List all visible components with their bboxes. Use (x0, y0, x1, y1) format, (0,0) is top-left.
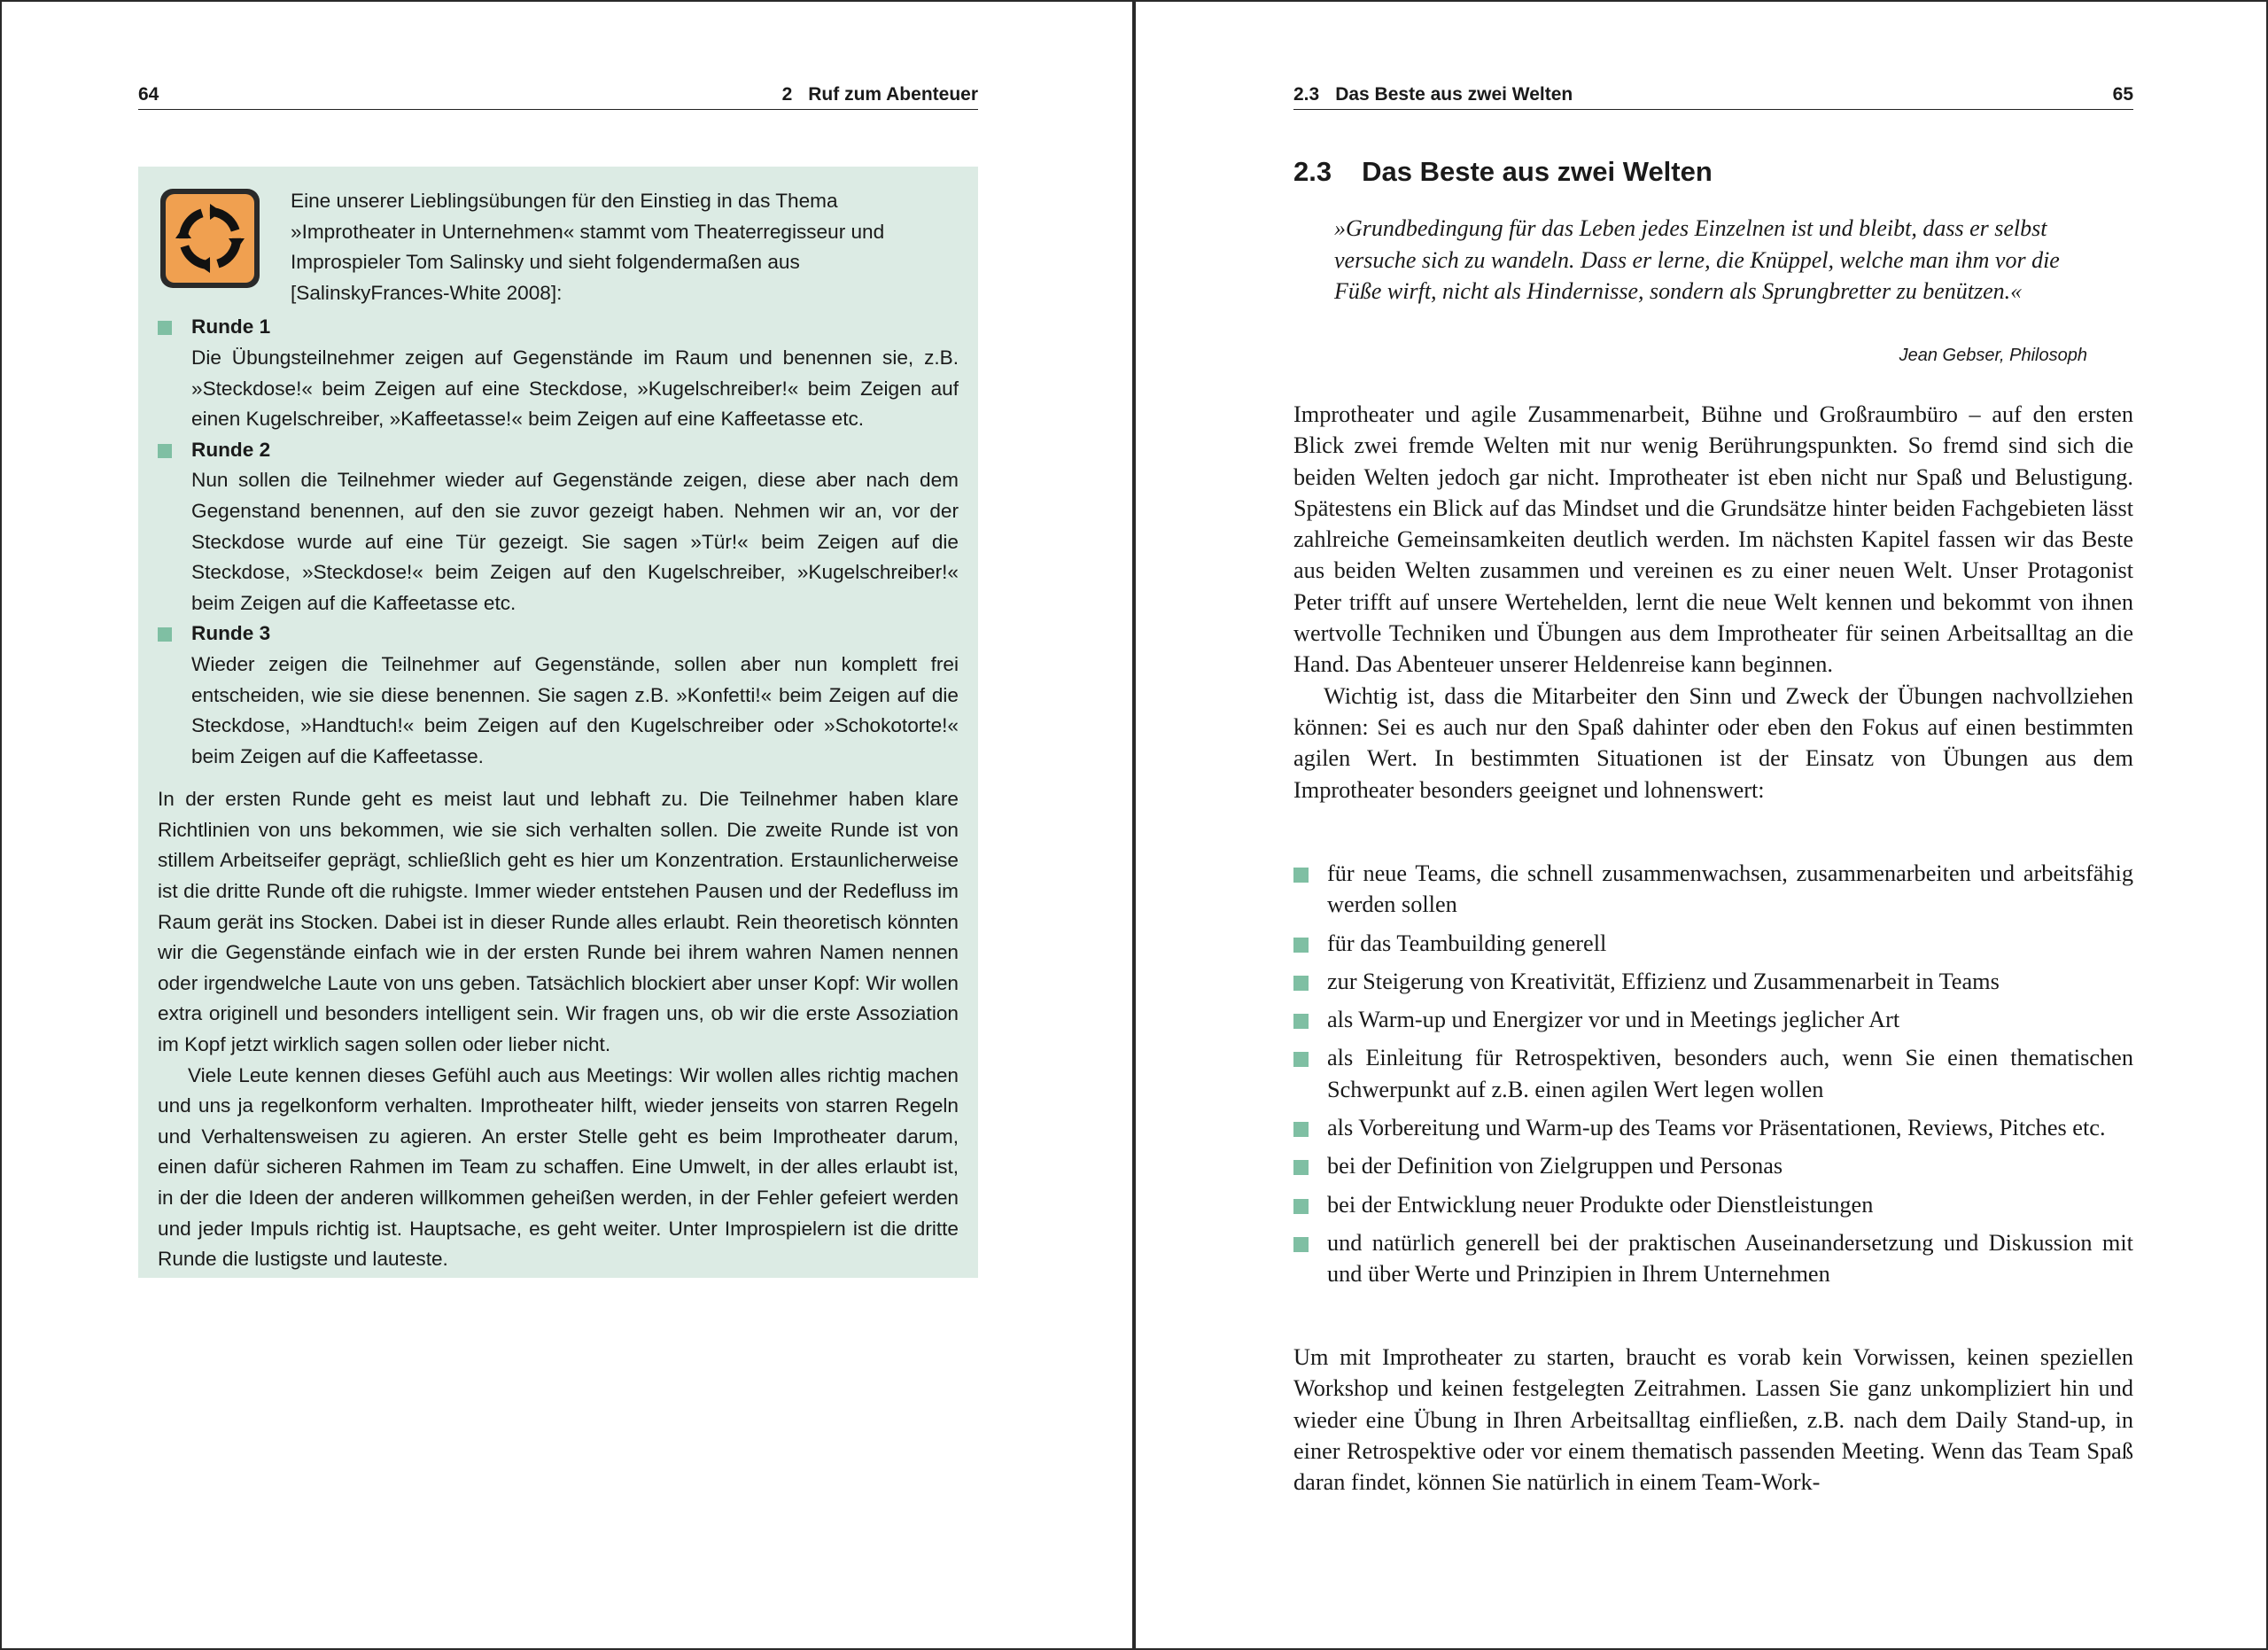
list-item-text: für das Teambuilding generell (1327, 930, 1607, 956)
bullet-square (158, 321, 172, 335)
chapter-heading (782, 84, 978, 105)
bullet-square (1293, 938, 1309, 953)
list-item (158, 435, 959, 619)
list-item (158, 312, 959, 434)
list-item-text: und natürlich generell bei der praktischen Auseinandersetzung und Diskussion mit und über Werte und Prinzipien in Ihrem Unternehmen (1327, 1229, 2133, 1288)
bullet-square (1293, 1052, 1309, 1067)
body-paragraph: Improtheater und agile Zusammenarbeit, Bühne und Großraumbüro – auf den ersten Blick zwei fremde Welten mit nur wenig Berührungspunkten. So fremd sind sich die beiden Welten jedoch gar nicht. Improtheater ist eben nicht nur Spaß und Belustigung. Spätestens ein Blick auf das Mindset und die Grundsätze hinter beiden Fachgebieten lässt zahlreiche Gemeinsamkeiten deutlich werden. Im nächsten Kapitel fassen wir das Beste aus beiden Welten zusammen und vereinen es zu einer neuen Welt. Unser Protagonist Peter trifft auf unsere Wertehelden, lernt die neue Welt kennen und bekommt von ihnen wertvolle Techniken und Übungen aus dem Improtheater für seinen Arbeitsalltag an die Hand. Das Abenteuer unserer Heldenreise kann beginnen. (1293, 401, 2133, 678)
running-header-right (1293, 80, 2133, 110)
exercise-intro: Eine unserer Lieblingsübungen für den Einstieg in das Thema »Improtheater in Unternehmen« stammt vom Theaterregisseur und Improspieler Tom Salinsky und sieht folgendermaßen aus [SalinskyFrances-White 2008]: (291, 190, 885, 304)
page-number-left: 64 (138, 84, 159, 105)
rounds-list (158, 312, 959, 772)
round-title: Runde 1 (191, 315, 271, 339)
list-item (1293, 928, 2133, 959)
situations-list (1293, 858, 2133, 1297)
chapter-title: Ruf zum Abenteuer (808, 84, 978, 105)
bullet-square (1293, 1014, 1309, 1029)
list-item-text: als Einleitung für Retrospektiven, besonders auch, wenn Sie einen thematischen Schwerpunkt auf z.B. einen agilen Wert legen wollen (1327, 1045, 2133, 1102)
bullet-square (158, 444, 172, 458)
exercise-paragraph: In der ersten Runde geht es meist laut und lebhaft zu. Die Teilnehmer haben klare Richtlinien von uns bekommen, wie sie sich verhalten sollen. Die zweite Runde ist von stillem Arbeitseifer geprägt, schließlich geht es hier um Konzentration. Erstaunlicherweise ist die dritte Runde oft die ruhigste. Immer wieder entstehen Pausen und der Redefluss im Raum gerät ins Stocken. Dabei ist in dieser Runde alles erlaubt. Rein theoretisch könnten wir die Gegenstände einfach wie in der ersten Runde bei ihrem wahren Namen nennen oder irgendwelche Laute von uns geben. Tatsächlich blockiert aber unser Kopf: Wir wollen extra originell und besonders intelligent sein. Wir fragen uns, ob wir die erste Assoziation im Kopf jetzt wirklich sagen sollen oder lieber nicht. (158, 788, 959, 1056)
round-text: Die Übungsteilnehmer zeigen auf Gegenstände im Raum und benennen sie, z.B. »Steckdose!« beim Zeigen auf eine Steckdose, »Kugelschreiber!« beim Zeigen auf einen Kugelschreiber, »Kaffeetasse!« beim Zeigen auf eine Kaffeetasse etc. (191, 346, 959, 431)
section-running-heading (1293, 84, 1573, 105)
round-title: Runde 2 (191, 438, 271, 461)
exercise-box (138, 167, 978, 1278)
list-item-text: für neue Teams, die schnell zusammenwachsen, zusammenarbeiten und arbeitsfähig werden sollen (1327, 860, 2133, 918)
circular-arrows-exercise-icon (158, 186, 262, 291)
list-item (1293, 1004, 2133, 1035)
motto-source: Jean Gebser, Philosoph (1899, 346, 2087, 365)
running-header-left (138, 80, 978, 110)
list-item (158, 619, 959, 772)
body-text (1293, 399, 2133, 806)
section-number: 2.3 (1293, 156, 1332, 187)
list-item-text: bei der Entwicklung neuer Produkte oder Dienstleistungen (1327, 1191, 1874, 1218)
round-text: Nun sollen die Teilnehmer wieder auf Gegenstände zeigen, diese aber nach dem Gegenstand benennen, auf den sie zuvor gezeigt haben. Nehmen wir an, vor der Steckdose wurde auf eine Tür gezeigt. Sie sagen »Tür!« beim Zeigen auf die Steckdose, »Steckdose!« beim Zeigen auf den Kugelschreiber, »Kugelschreiber!« beim Zeigen auf die Kaffeetasse etc. (191, 469, 959, 614)
bullet-square (1293, 1199, 1309, 1214)
list-item (1293, 1112, 2133, 1143)
section-number-header: 2.3 (1293, 84, 1320, 105)
body-paragraph: Um mit Improtheater zu starten, braucht es vorab kein Vorwissen, keinen speziellen Workshop und keinen festgelegten Zeitrahmen. Lassen Sie ganz unkompliziert hin und wieder eine Übung in Ihren Arbeitsalltag einfließen, z.B. nach dem Daily Stand-up, in einer Retrospektive oder vor einem thematisch passenden Meeting. Wenn das Team Spaß daran findet, können Sie natürlich in einem Team-Work- (1293, 1344, 2133, 1496)
list-item-text: bei der Definition von Zielgruppen und Personas (1327, 1153, 1783, 1179)
list-item (1293, 966, 2133, 997)
list-item (1293, 1189, 2133, 1220)
bullet-square (1293, 1122, 1309, 1137)
exercise-paragraph: Viele Leute kennen dieses Gefühl auch aus Meetings: Wir wollen alles richtig machen und uns ja regelkonform verhalten. Improtheater hilft, wieder jenseits von starren Regeln und Verhaltensweisen zu agieren. An erster Stelle geht es beim Improtheater darum, einen dafür sicheren Rahmen im Team zu schaffen. Eine Umwelt, in der alles erlaubt ist, in der die Ideen der anderen willkommen geheißen werden, in der Fehler gefeiert werden und jeder Impuls richtig ist. Hauptsache, es geht weiter. Unter Improspielern ist die dritte Runde die lustigste und lauteste. (158, 1063, 959, 1271)
body-text-closing (1293, 1342, 2133, 1498)
list-item (1293, 1042, 2133, 1105)
list-item-text: zur Steigerung von Kreativität, Effizienz und Zusammenarbeit in Teams (1327, 968, 2000, 994)
page-number-right: 65 (2112, 84, 2133, 105)
bullet-square (1293, 868, 1309, 883)
list-item-text: als Vorbereitung und Warm-up des Teams vor Präsentationen, Reviews, Pitches etc. (1327, 1115, 2106, 1141)
list-item (1293, 1227, 2133, 1290)
motto-quote: »Grundbedingung für das Leben jedes Einzelnen ist und bleibt, dass er selbst versuche sich zu wandeln. Dass er lerne, die Knüppel, welche man ihm vor die Füße wirft, nicht als Hindernisse, sondern als Sprungbretter zu benützen.« (1334, 215, 2060, 304)
list-item (1293, 1150, 2133, 1181)
section-title-header: Das Beste aus zwei Welten (1335, 84, 1573, 105)
bullet-square (158, 627, 172, 642)
section-heading (1293, 156, 1713, 188)
bullet-square (1293, 976, 1309, 991)
body-paragraph: Wichtig ist, dass die Mitarbeiter den Sinn und Zweck der Übungen nachvollziehen können: Sei es auch nur den Spaß dahinter oder eben den Fokus auf einen bestimmten agilen Wert. In bestimmten Situationen ist der Einsatz von Übungen aus dem Improtheater besonders geeignet und lohnenswert: (1293, 682, 2133, 803)
chapter-number: 2 (781, 84, 793, 105)
bullet-square (1293, 1237, 1309, 1252)
list-item-text: als Warm-up und Energizer vor und in Meetings jeglicher Art (1327, 1007, 1900, 1033)
list-item (1293, 858, 2133, 921)
round-title: Runde 3 (191, 622, 271, 645)
bullet-square (1293, 1160, 1309, 1175)
round-text: Wieder zeigen die Teilnehmer auf Gegenstände, sollen aber nun komplett frei entscheiden, wie sie diese benennen. Sie sagen z.B. »Konfetti!« beim Zeigen auf die Steckdose, »Handtuch!« beim Zeigen auf den Kugelschreiber oder »Schokotorte!« beim Zeigen auf die Kaffeetasse. (191, 652, 959, 767)
section-title: Das Beste aus zwei Welten (1362, 156, 1713, 187)
right-page (1134, 0, 2268, 1650)
